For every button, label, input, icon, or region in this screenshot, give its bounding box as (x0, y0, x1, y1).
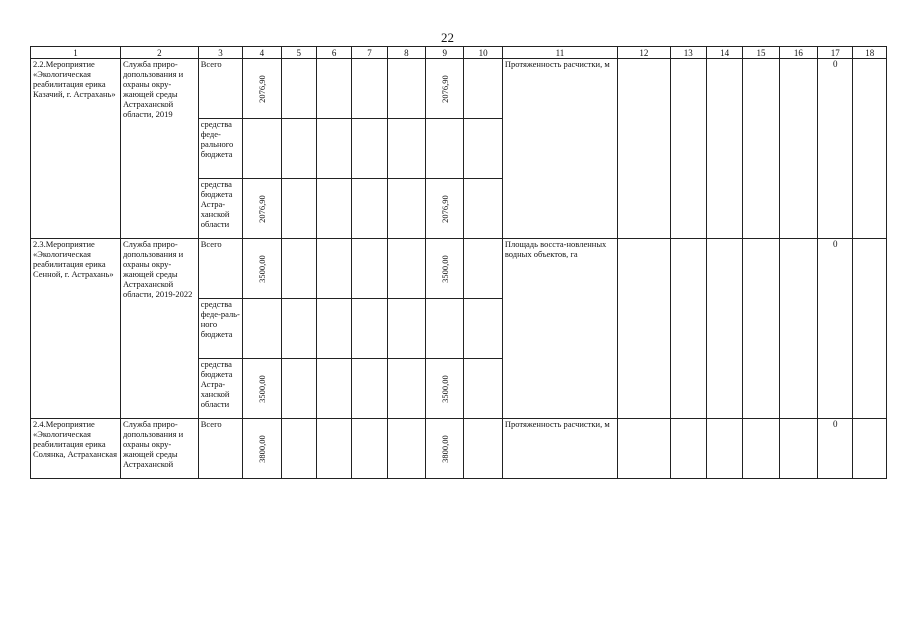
amount-total: 3800,00 (256, 434, 267, 463)
amount-year: 2076,90 (439, 194, 450, 223)
measure-name: 2.3.Мероприятие «Экологическая реабилитация ерика Сенной, г. Астрахань» (31, 239, 121, 419)
indicator-value: 0 (818, 419, 853, 479)
amount-total: 3500,00 (256, 374, 267, 403)
funding-source: Всего (198, 239, 242, 299)
column-number: 6 (316, 47, 351, 59)
funding-source: средства бюджета Астра-ханской области (198, 359, 242, 419)
column-number: 15 (743, 47, 779, 59)
column-number: 5 (281, 47, 316, 59)
table-row (31, 419, 887, 479)
amount-year: 2076,90 (439, 74, 450, 103)
amount-total: 2076,90 (256, 74, 267, 103)
column-number: 9 (426, 47, 464, 59)
column-number: 1 (31, 47, 121, 59)
table-row (31, 59, 887, 119)
column-number: 16 (779, 47, 817, 59)
table-row (31, 239, 887, 299)
funding-source: средства феде-раль-ного бюджета (198, 299, 242, 359)
funding-source: средства феде-рального бюджета (198, 119, 242, 179)
column-number: 8 (387, 47, 425, 59)
column-number: 17 (818, 47, 853, 59)
column-number: 18 (853, 47, 887, 59)
funding-source: Всего (198, 419, 242, 479)
measure-name: 2.2.Мероприятие «Экологическая реабилитация ерика Казачий, г. Астрахань» (31, 59, 121, 239)
indicator-value: 0 (818, 59, 853, 239)
column-number: 10 (464, 47, 502, 59)
indicator-name: Протяженность расчистки, м (502, 59, 617, 239)
amount-year: 3800,00 (439, 434, 450, 463)
indicator-name: Протяженность расчистки, м (502, 419, 617, 479)
column-number: 14 (706, 47, 742, 59)
funding-source: средства бюджета Астра-ханской области (198, 179, 242, 239)
executor-name: Служба приро-допользования и охраны окру-жающей среды Астраханской области, 2019-2022 (120, 239, 198, 419)
executor-name: Служба приро-допользования и охраны окру-жающей среды Астраханской (120, 419, 198, 479)
amount-year: 3500,00 (439, 374, 450, 403)
indicator-name: Площадь восста-новленных водных объектов, га (502, 239, 617, 419)
column-number: 13 (670, 47, 706, 59)
column-number: 12 (618, 47, 671, 59)
column-number-row (31, 47, 887, 59)
budget-table (30, 46, 887, 479)
measure-name: 2.4.Мероприятие «Экологическая реабилитация ерика Солянка, Астраханская (31, 419, 121, 479)
page-number: 22 (441, 30, 454, 45)
column-number: 3 (198, 47, 242, 59)
column-number: 4 (243, 47, 281, 59)
column-number: 11 (502, 47, 617, 59)
amount-year: 3500,00 (439, 254, 450, 283)
amount-total: 2076,90 (256, 194, 267, 223)
column-number: 2 (120, 47, 198, 59)
column-number: 7 (352, 47, 387, 59)
amount-total: 3500,00 (256, 254, 267, 283)
indicator-value: 0 (818, 239, 853, 419)
funding-source: Всего (198, 59, 242, 119)
executor-name: Служба приро-допользования и охраны окру-жающей среды Астраханской области, 2019 (120, 59, 198, 239)
